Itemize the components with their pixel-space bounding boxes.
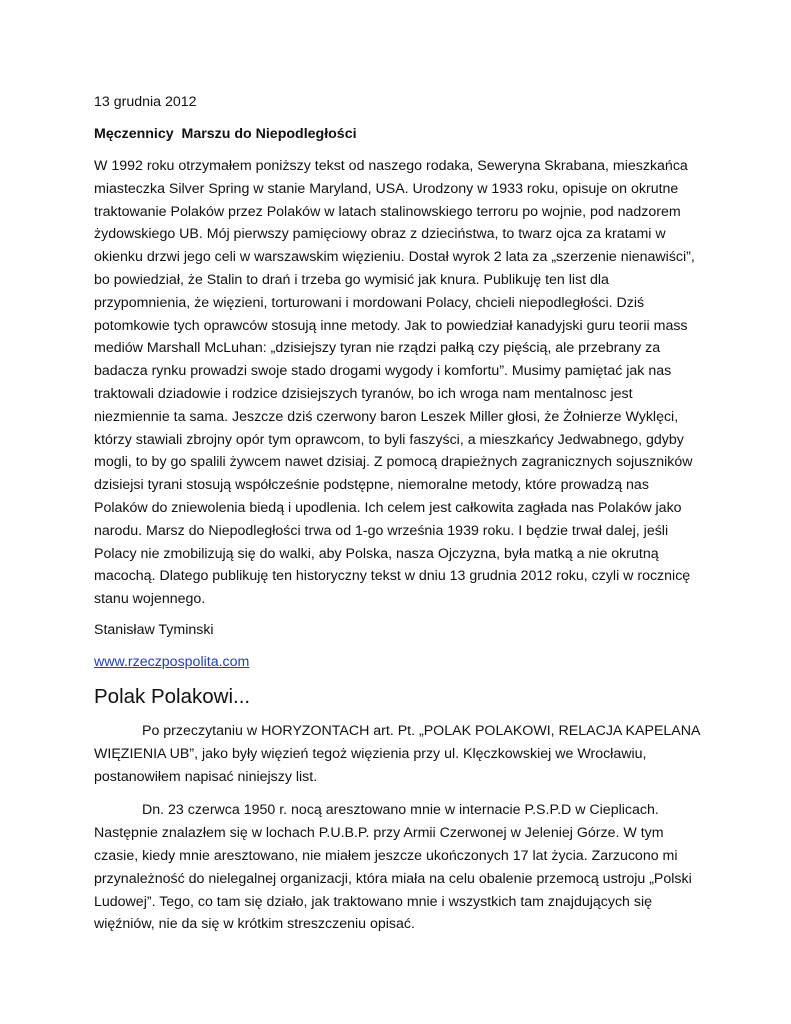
intro-line: miasteczka Silver Spring w stanie Maryland, USA. Urodzony w 1933 roku, opisuje on okrutne xyxy=(94,180,679,197)
intro-line: W 1992 roku otrzymałem poniższy tekst od naszego rodaka, Seweryna Skrabana, mieszkańca xyxy=(94,158,688,174)
signature: Stanisław Tyminski xyxy=(94,621,214,638)
paragraph-line: Dn. 23 czerwca 1950 r. nocą aresztowano mnie w internacie P.S.P.D w Cieplicach. xyxy=(142,802,659,819)
intro-line: macochą. Dlatego publikuję ten historyczny tekst w dniu 13 grudnia 2012 roku, czyli w rocznicę xyxy=(94,568,691,585)
paragraph-line: Ludowej”. Tego, co tam się działo, jak traktowano mnie i wszystkich tam znajdujących się xyxy=(94,893,653,910)
paragraph-line: Następnie znalazłem się w lochach P.U.B.P. przy Armii Czerwonej w Jeleniej Górze. W tym xyxy=(94,825,664,842)
intro-line: stanu wojennego. xyxy=(94,591,206,608)
letter-paragraph-1 xyxy=(94,720,706,788)
section-title: Polak Polakowi... xyxy=(94,684,251,708)
intro-line: narodu. Marsz do Niepodległości trwa od 1-go września 1939 roku. I będzie trwał dalej, jeśli xyxy=(94,522,669,539)
paragraph-line: więźniów, nie da się w krótkim streszczeniu opisać. xyxy=(94,916,415,933)
intro-line: żydowskiego UB. Mój pierwszy pamięciowy obraz z dzieciństwa, to twarz ojca za kratami w xyxy=(94,226,666,243)
intro-line: niezmiennie ta sama. Jeszcze dziś czerwony baron Leszek Miller głosi, że Żołnierze Wyklęci, xyxy=(94,408,679,425)
intro-line: bo powiedział, że Stalin to drań i trzeba go wymisić jak knura. Publikuję ten list dla xyxy=(94,271,609,288)
document-date: 13 grudnia 2012 xyxy=(94,94,197,110)
paragraph-line: WIĘZIENIA UB”, jako były więzień tegoż więzienia przy ul. Klęczkowskiej we Wrocławiu, xyxy=(94,745,647,762)
document-heading: Męczennicy Marszu do Niepodległości xyxy=(94,126,357,142)
document-content xyxy=(94,93,706,947)
intro-line: traktowali dziadowie i rodzice dzisiejszych tyranów, bo ich wroga nam mentalnosc jest xyxy=(94,385,633,402)
paragraph-line: postanowiłem napisać niniejszy list. xyxy=(94,768,318,785)
rzeczpospolita-link[interactable]: www.rzeczpospolita.com xyxy=(94,653,250,670)
intro-line: mogli, to by go spalili żywcem nawet dzisiaj. Z pomocą drapieżnych zagranicznych sojuszników xyxy=(94,454,693,471)
intro-line: przypomnienia, że więzieni, torturowani i mordowani Polacy, chcieli niepodległości. Dziś xyxy=(94,294,645,311)
intro-line: mediów Marshall McLuhan: „dzisiejszy tyran nie rządzi pałką czy pięścią, ale przebrany za xyxy=(94,340,661,357)
intro-line: Polaków do zniewolenia biedą i upodlenia. Ich celem jest całkowita zagłada nas Polaków jako xyxy=(94,499,682,516)
intro-line: Polacy nie zmobilizują się do walki, aby Polska, nasza Ojczyzna, była matką a nie okrutną xyxy=(94,545,659,562)
letter-paragraph-2 xyxy=(94,799,706,936)
paragraph-line: czasie, kiedy mnie aresztowano, nie miałem jeszcze ukończonych 17 lat życia. Zarzucono mi xyxy=(94,847,678,864)
intro-line: badacza rynku prowadzi swoje stado drogami wygody i komfortu”. Musimy pamiętać jak nas xyxy=(94,363,672,380)
intro-line: traktowanie Polaków przez Polaków w latach stalinowskiego terroru po wojnie, pod nadzorem xyxy=(94,203,681,220)
paragraph-line: przynależność do nielegalnej organizacji, która miała na celu obalenie przemocą ustroju „Polski xyxy=(94,870,692,887)
intro-line: którzy stawiali zbrojny opór tym oprawcom, to byli faszyści, a mieszkańcy Jedwabnego, gdyby xyxy=(94,431,684,448)
intro-line: potomkowie tych oprawców stosują inne metody. Jak to powiedział kanadyjski guru teorii mass xyxy=(94,317,688,334)
intro-line: okienku drzwi jego celi w warszawskim więzieniu. Dostał wyrok 2 lata za „szerzenie nienawiści”, xyxy=(94,249,695,266)
intro-line: dzisiejsi tyrani stosują współcześnie podstępne, niemoralne metody, które prowadzą nas xyxy=(94,477,649,494)
intro-paragraph xyxy=(94,155,706,611)
paragraph-line: Po przeczytaniu w HORYZONTACH art. Pt. „POLAK POLAKOWI, RELACJA KAPELANA xyxy=(142,722,701,739)
